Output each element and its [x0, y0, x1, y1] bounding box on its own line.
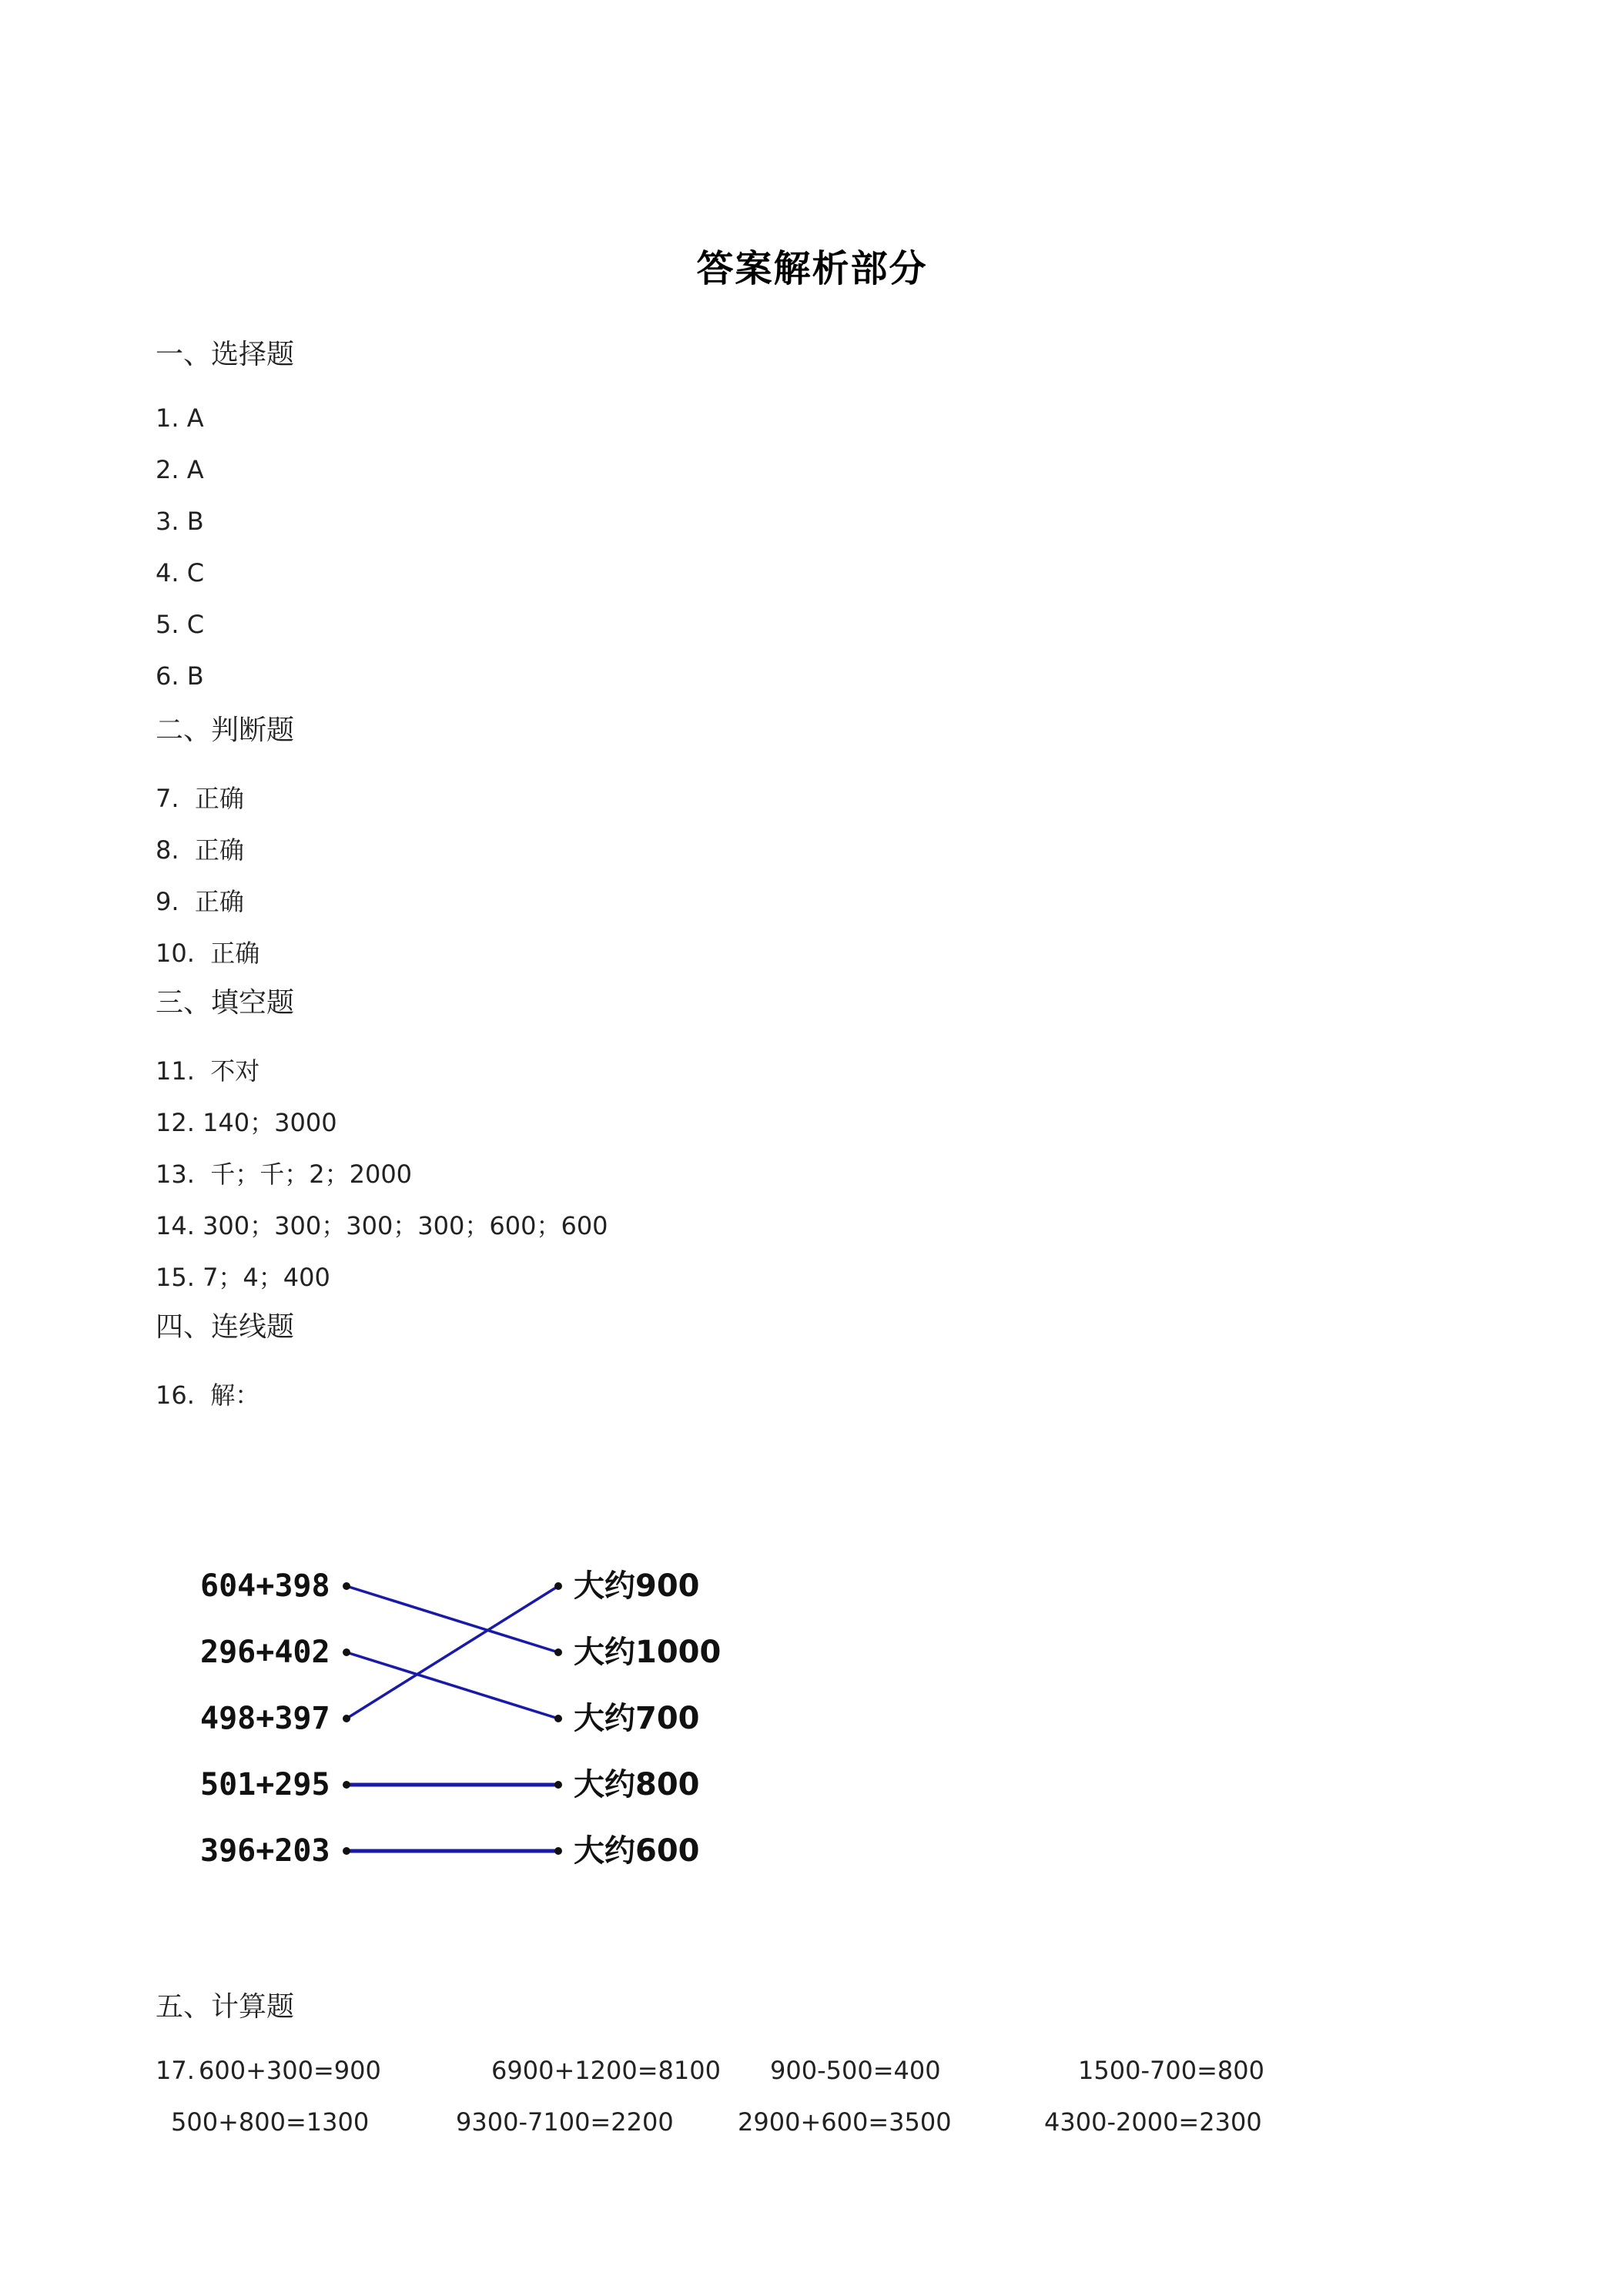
- expression-label: 604+398: [200, 1568, 330, 1604]
- section-heading-match: 四、连线题: [156, 1311, 295, 1343]
- left-dot: [343, 1582, 350, 1590]
- answer-number: 4.: [156, 558, 179, 587]
- right-dot: [554, 1847, 562, 1855]
- section-heading-fill: 三、填空题: [156, 987, 295, 1019]
- section-heading-choice: 一、选择题: [156, 339, 295, 370]
- left-dot: [343, 1715, 350, 1722]
- answer-item: [156, 1052, 260, 1087]
- answer-text: A: [186, 455, 204, 484]
- answer-item: [156, 455, 204, 484]
- answer-item: [156, 610, 204, 639]
- calc-equation: 6900+1200=8100: [491, 2056, 721, 2085]
- answer-item: [156, 1103, 337, 1139]
- answer-text: 不对: [210, 1056, 260, 1086]
- answer-text: B: [186, 661, 204, 691]
- answer-text: C: [186, 610, 205, 639]
- calc-equation: 600+300=900: [199, 2056, 381, 2085]
- answer-number: 5.: [156, 610, 179, 639]
- answer-number: 14.: [156, 1211, 195, 1240]
- answer-text: C: [186, 558, 205, 587]
- answer-number: 15.: [156, 1263, 195, 1292]
- answer-number: 11.: [156, 1056, 195, 1086]
- answer-number: 7.: [156, 784, 179, 813]
- estimate-label: 大约800: [574, 1767, 700, 1802]
- left-dot: [343, 1648, 350, 1656]
- connection-line: [347, 1586, 558, 1652]
- estimate-label: 大约1000: [574, 1635, 722, 1670]
- answer-item: [156, 1155, 412, 1190]
- connection-line: [347, 1652, 558, 1719]
- answer-number: 2.: [156, 455, 179, 484]
- expression-label: 296+402: [200, 1635, 330, 1670]
- answer-item: [156, 661, 204, 691]
- right-dot: [554, 1781, 562, 1789]
- connection-line: [347, 1586, 558, 1719]
- calc-equation: 900-500=400: [770, 2056, 941, 2085]
- answer-text: 正确: [194, 887, 244, 916]
- answer-number: 10.: [156, 939, 195, 968]
- right-dot: [554, 1648, 562, 1656]
- answer-text: 解：: [210, 1381, 260, 1410]
- answer-item: [156, 558, 204, 587]
- answer-item: [156, 779, 244, 815]
- estimate-label: 大约900: [574, 1568, 700, 1604]
- left-dot: [343, 1781, 350, 1789]
- page-title: 答案解析部分: [696, 247, 928, 290]
- answer-item: [156, 1258, 330, 1294]
- answer-number: 8.: [156, 835, 179, 865]
- expression-column: [200, 1568, 330, 1869]
- calc-equation: 9300-7100=2200: [456, 2107, 674, 2137]
- answer-number: 12.: [156, 1108, 195, 1137]
- answer-number: 13.: [156, 1160, 195, 1189]
- answer-text: 140；3000: [203, 1108, 337, 1137]
- answer-number: 3.: [156, 507, 179, 536]
- answer-item: [156, 1376, 260, 1411]
- answer-text: 300；300；300；300；600；600: [203, 1211, 608, 1240]
- estimate-label: 大约700: [574, 1701, 700, 1736]
- answer-text: 正确: [210, 939, 260, 968]
- calc-equation: 1500-700=800: [1078, 2056, 1264, 2085]
- answer-item: [156, 831, 244, 866]
- right-dot: [554, 1582, 562, 1590]
- answer-item: [156, 403, 204, 433]
- answer-number: 9.: [156, 887, 179, 916]
- answer-text: 正确: [194, 835, 244, 865]
- calc-row: [0, 2056, 1624, 2087]
- estimate-column: [574, 1568, 721, 1869]
- estimate-label: 大约600: [574, 1833, 700, 1869]
- expression-label: 396+203: [200, 1833, 330, 1869]
- answer-item: [156, 882, 244, 918]
- answer-number: 16.: [156, 1381, 195, 1410]
- answer-item: [156, 934, 260, 969]
- answer-item: [156, 507, 204, 536]
- answer-number: 1.: [156, 403, 179, 433]
- answer-item: [156, 1207, 608, 1242]
- section-heading-calc: 五、计算题: [156, 1991, 295, 2023]
- expression-label: 501+295: [200, 1767, 330, 1802]
- calc-equation: 2900+600=3500: [738, 2107, 952, 2137]
- calc-equation: 500+800=1300: [171, 2107, 370, 2137]
- answer-text: 千；千；2；2000: [210, 1160, 413, 1189]
- section-heading-judge: 二、判断题: [156, 715, 295, 746]
- calc-row: [0, 2107, 1624, 2138]
- answer-number: 6.: [156, 661, 179, 691]
- right-dot: [554, 1715, 562, 1722]
- calc-equation: 4300-2000=2300: [1044, 2107, 1262, 2137]
- answer-text: A: [186, 403, 204, 433]
- match-lines: [347, 1586, 558, 1851]
- matching-diagram: [185, 1540, 770, 1894]
- answer-text: 正确: [194, 784, 244, 813]
- answer-text: B: [186, 507, 204, 536]
- answer-text: 7；4；400: [203, 1263, 330, 1292]
- expression-label: 498+397: [200, 1701, 330, 1736]
- left-dot: [343, 1847, 350, 1855]
- connection-dots: [343, 1582, 562, 1855]
- answer-number: 17.: [156, 2056, 195, 2085]
